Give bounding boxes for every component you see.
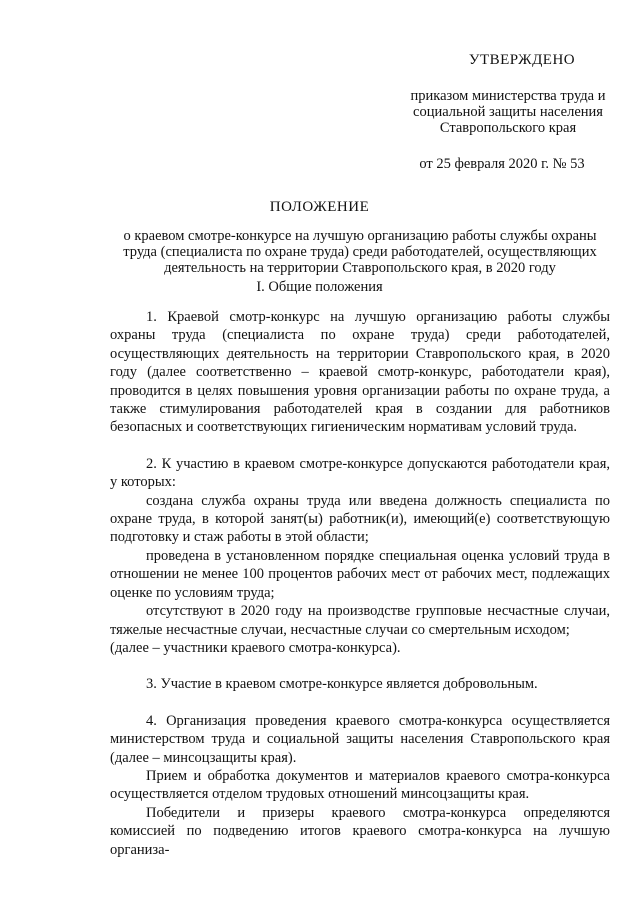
paragraph: Победители и призеры краевого смотра-конкурса определяются комиссией по подведению итогов краевого смотра-конкурса на лучшую организа-	[110, 804, 610, 858]
paragraph: 3. Участие в краевом смотре-конкурсе является добровольным.	[146, 676, 538, 693]
approval-org	[392, 88, 624, 136]
paragraph: Прием и обработка документов и материалов краевого смотра-конкурса осуществляется отделом трудовых отношений минсоцзащиты края.	[110, 767, 610, 803]
approval-line: Ставропольского края	[439, 120, 577, 136]
paragraph: создана служба охраны труда или введена должность специалиста по охране труда, в которой занят(ы) работник(и), имеющий(е) соответствующую подготовку и стаж работы в этой области;	[110, 492, 610, 546]
approval-heading: УТВЕРЖДЕНО	[468, 52, 576, 68]
paragraph: 2. К участию в краевом смотре-конкурсе допускаются работодатели края, у которых:	[110, 455, 610, 491]
paragraph: 1. Краевой смотр-конкурс на лучшую организацию работы службы охраны труда (специалиста по охране труда) среди работодателей, осуществляющих деятельность на территории Ставропольского края, в 2020 году (далее соответственно – краевой смотр-конкурс, работодатели края), проводится в целях повышения уровня организации работы по охране труда, а также стимулирования работодателей края в создании для работников безопасных и соответствующих гигиеническим нормативам условий труда.	[110, 309, 610, 436]
approval-line: социальной защиты населения	[413, 104, 603, 120]
approval-line: приказом министерства труда и	[410, 88, 606, 104]
paragraph: (далее – участники краевого смотра-конкурса).	[110, 639, 401, 656]
document-title: ПОЛОЖЕНИЕ	[269, 199, 370, 215]
document-subtitle: о краевом смотре-конкурсе на лучшую организацию работы службы охраны труда (специалиста по охране труда) среди работодателей, осуществляющих деятельность на территории Ставропольского края, в 2020 году	[123, 228, 597, 276]
approval-block	[392, 52, 624, 172]
paragraph: 4. Организация проведения краевого смотра-конкурса осуществляется министерством труда и социальной защиты населения Ставропольского края (далее – минсоцзащиты края).	[110, 712, 610, 766]
paragraph: проведена в установленном порядке специальная оценка условий труда в отношении не менее 100 процентов рабочих мест от рабочих мест, подлежащих оценке по условиям труда;	[110, 547, 610, 601]
paragraph: отсутствуют в 2020 году на производстве групповые несчастные случаи, тяжелые несчастные случаи, несчастные случаи со смертельным исходом;	[110, 603, 610, 638]
approval-date: от 25 февраля 2020 г. № 53	[419, 156, 585, 172]
section-heading: I. Общие положения	[256, 279, 383, 295]
document-body	[110, 308, 610, 859]
